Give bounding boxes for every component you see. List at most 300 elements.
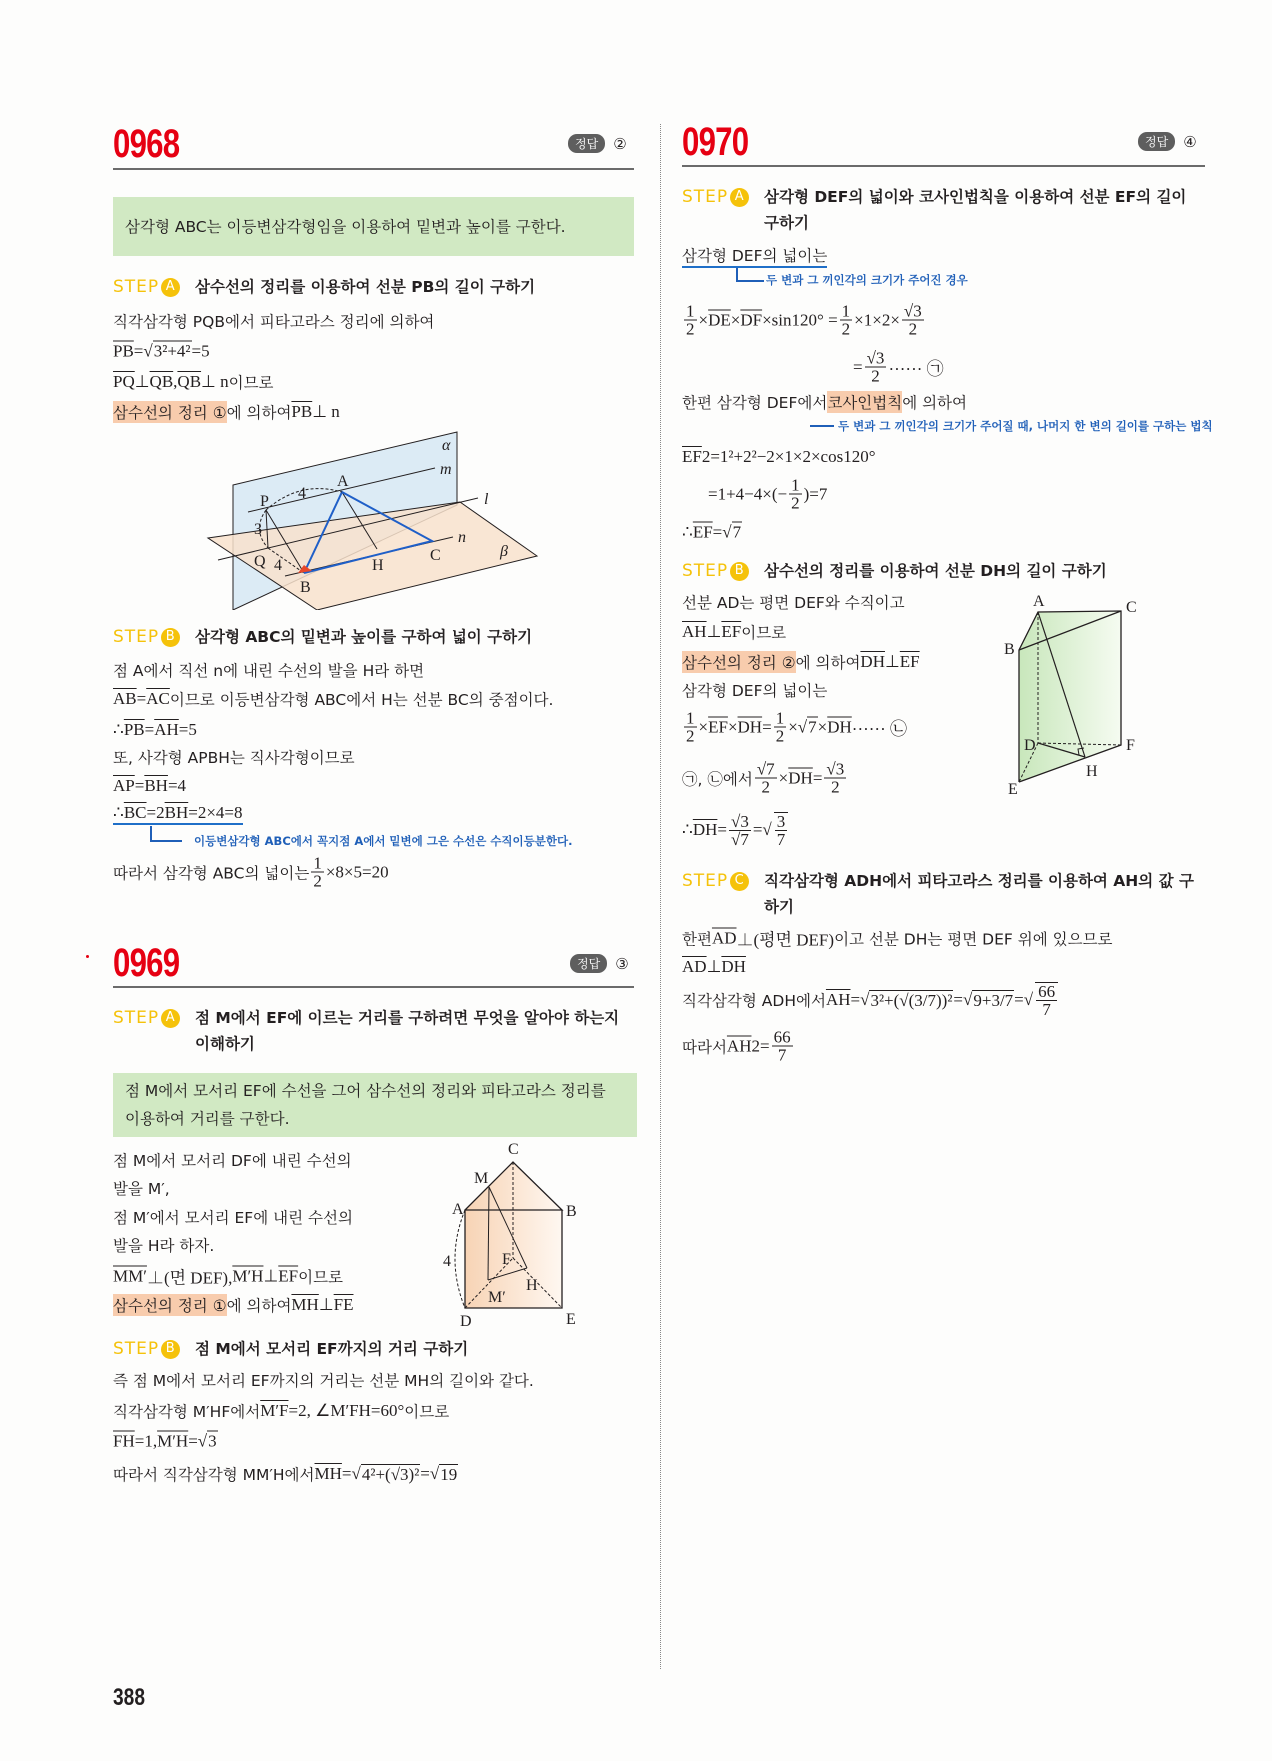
denominator: √7 [730, 829, 749, 849]
text-run: 에 의하여 [902, 394, 968, 412]
fraction [789, 477, 802, 512]
label-H: H [526, 1277, 538, 1294]
text-line [113, 341, 210, 362]
math-run: ×sin120° = [762, 310, 838, 329]
radicand: 4²+(√3)² [361, 1464, 420, 1484]
numerator: 1 [791, 475, 800, 495]
math-run: ∴ [682, 820, 693, 839]
radical-sign: √ [722, 522, 732, 541]
math-run: ⊥(평면 DEF) [736, 930, 835, 950]
segment-name: $\overline{AH}$ [825, 990, 851, 1009]
denominator: 2 [841, 319, 851, 339]
segment-name: $\overline{BH}$ [144, 776, 168, 795]
text-run: 점 M′에서 모서리 EF에 내린 수선의 [113, 1209, 353, 1227]
fraction [729, 813, 751, 848]
text-line [113, 720, 197, 740]
square-root [798, 717, 818, 738]
answer-value: ④ [1183, 132, 1197, 151]
label-F: F [1126, 737, 1135, 754]
math-run: ······ ㉠ [888, 359, 944, 379]
label-M: M [474, 1170, 489, 1187]
text-run: 삼각형 DEF의 넓이는 [682, 682, 828, 700]
math-run: = [136, 689, 147, 708]
arc-AD [455, 1210, 465, 1308]
segment-name: M′H [232, 1266, 264, 1285]
text-run: 발을 H라 하자. [113, 1237, 215, 1255]
text-line [113, 855, 389, 890]
label-length-QB: 4 [274, 557, 282, 574]
math-run: = [420, 1464, 430, 1483]
math-run: ⊥(면 DEF), [146, 1268, 233, 1288]
segment-name: $\overline{FH}$ [113, 1431, 135, 1450]
numerator: 3 [776, 812, 786, 831]
radicand: 19 [440, 1464, 458, 1484]
text-line [113, 803, 243, 825]
text-line [113, 371, 274, 393]
summary-box: 삼각형 ABC는 이등변삼각형임을 이용하여 밑변과 높이를 구한다. [113, 197, 634, 256]
label-E: E [1008, 781, 1018, 798]
label-D: D [1024, 737, 1036, 754]
step-word: STEP [113, 277, 160, 297]
segment-name: $\overline{AB}$ [113, 689, 137, 708]
math-run: × [817, 717, 828, 736]
text-run: 이므로 [298, 1268, 344, 1286]
step-word: STEP [682, 561, 729, 581]
math-run: =5 [178, 720, 197, 739]
text-line [113, 776, 186, 796]
step-title: 직각삼각형 ADH에서 피타고라스 정리를 이용하여 AH의 값 구하기 [764, 872, 1194, 916]
text-line [682, 812, 790, 848]
radical-sign: √ [762, 820, 772, 839]
text-run: 이므로 [228, 374, 274, 392]
step-letter: C [730, 872, 749, 891]
step-heading [113, 1336, 468, 1362]
step-word: STEP [113, 627, 160, 647]
text-run: 따라서 삼각형 ABC의 넓이는 [113, 864, 310, 882]
text-line [113, 1463, 458, 1485]
segment-name: $\overline{QB}$ [149, 372, 174, 391]
highlighted-term: 삼수선의 정리 ② [682, 651, 796, 673]
text-line [682, 391, 967, 413]
label-M-prime: M′ [488, 1289, 506, 1306]
math-run: )=7 [803, 484, 828, 503]
fraction [772, 1029, 793, 1064]
text-line [682, 982, 1060, 1018]
highlighted-term: 삼수선의 정리 ① [113, 1294, 227, 1316]
header-rule [113, 986, 634, 988]
problem-number: 0970 [682, 120, 749, 164]
math-run: ×8×5=20 [325, 862, 389, 881]
math-run: = [853, 357, 863, 376]
column-divider [660, 124, 661, 1669]
math-run: =1, [134, 1431, 158, 1450]
text-line [113, 1294, 353, 1316]
math-run: , [173, 372, 178, 391]
label-A: A [337, 473, 349, 490]
math-run: = [341, 1464, 352, 1483]
segment-name: $\overline{MH}$ [291, 1295, 319, 1314]
text-run: 직각삼각형 ADH에서 [682, 992, 826, 1010]
text-run: 따라서 직각삼각형 MM′H에서 [113, 1466, 315, 1484]
math-run: = [812, 768, 823, 787]
segment-name: $\overline{FE}$ [333, 1295, 354, 1314]
denominator: 2 [871, 366, 880, 386]
step-heading [682, 868, 1202, 920]
segment-name: $\overline{PB}$ [291, 402, 313, 421]
label-B: B [566, 1203, 577, 1220]
superscript: 2 [751, 1036, 760, 1055]
text-line [682, 710, 907, 745]
step-word: STEP [113, 1339, 160, 1359]
answer-value: ③ [615, 954, 629, 973]
segment-name: $\overline{EF}$ [682, 447, 702, 466]
fraction [311, 855, 324, 890]
text-run: 점 A에서 직선 n에 내린 수선의 발을 H라 하면 [113, 662, 425, 680]
math-run: × [727, 717, 738, 736]
text-run: 직각삼각형 PQB에서 피타고라스 정리에 의하여 [113, 313, 435, 331]
numerator: 1 [841, 301, 851, 321]
math-run: = [712, 522, 723, 541]
math-run: × [788, 717, 798, 736]
label-H: H [372, 557, 384, 574]
step-letter: B [730, 562, 749, 581]
numerator: 1 [313, 853, 322, 873]
math-run: ∴ [682, 522, 693, 541]
text-line [682, 522, 742, 543]
denominator: 7 [777, 1045, 787, 1065]
step-letter: B [161, 628, 180, 647]
math-run: = [762, 717, 772, 736]
radicand: 7 [808, 717, 817, 737]
numerator: 66 [1038, 982, 1056, 1001]
text-line [113, 310, 434, 332]
square-root-fraction [762, 812, 790, 848]
math-run: ⊥ [263, 1266, 279, 1285]
text-line [682, 926, 1113, 951]
denominator: 7 [776, 830, 786, 849]
math-run: ⊥ [134, 372, 150, 391]
math-run: = [133, 341, 144, 360]
segment-name: $\overline{EF}$ [899, 652, 920, 671]
radicand: 3 [208, 1431, 217, 1451]
math-run: = [134, 776, 145, 795]
radicand: 7 [732, 522, 742, 542]
step-heading [113, 1005, 634, 1057]
text-line [113, 1400, 449, 1422]
square-root [430, 1464, 458, 1485]
text-line [113, 1264, 343, 1289]
radical-sign: √ [860, 990, 870, 1009]
step-title: 삼수선의 정리를 이용하여 선분 PB의 길이 구하기 [195, 278, 536, 296]
fraction [902, 303, 924, 338]
denominator: 2 [908, 319, 918, 339]
text-run: 또, 사각형 APBH는 직사각형이므로 [113, 749, 355, 767]
label-Q: Q [254, 553, 266, 570]
text-run: 발을 M′, [113, 1180, 170, 1198]
label-l: l [484, 491, 489, 508]
label-A: A [1033, 593, 1045, 610]
math-run: ⊥ [706, 957, 722, 976]
denominator: 2 [791, 493, 800, 513]
label-length: 4 [443, 1253, 451, 1270]
text-line [682, 244, 827, 268]
math-run: = [759, 1036, 770, 1055]
note-text: 이등변삼각형 ABC에서 꼭지점 A에서 밑변에 그은 수선은 수직이등분한다. [194, 834, 573, 848]
denominator: 2 [831, 777, 840, 797]
segment-name: M′F [260, 1401, 289, 1420]
text-run: ㉠, ㉡에서 [682, 770, 753, 788]
math-run: =5 [191, 341, 210, 360]
label-E: E [566, 1311, 576, 1328]
answer-label: 정답 [570, 954, 607, 973]
square-root [860, 990, 953, 1011]
numerator: 1 [686, 301, 695, 321]
text-run: 이므로 이등변삼각형 ABC에서 H는 선분 BC의 중점이다. [169, 691, 554, 709]
segment-name: $\overline{PB}$ [123, 720, 145, 739]
page-number: 388 [113, 1684, 146, 1711]
segment-name: $\overline{AD}$ [682, 957, 707, 976]
answer-badge [570, 954, 629, 973]
radicand: 3²+4² [153, 341, 191, 361]
radical-sign: √ [429, 1464, 440, 1483]
text-run: 한편 삼각형 DEF에서 [682, 394, 828, 412]
segment-name: $\overline{EF}$ [721, 622, 742, 641]
text-run: 이고 선분 DH는 평면 DEF 위에 있으므로 [834, 930, 1113, 948]
label-n: n [458, 529, 466, 546]
fraction [684, 710, 697, 745]
denominator: 2 [775, 726, 785, 746]
segment-name: $\overline{AP}$ [113, 776, 135, 795]
text-line [682, 303, 926, 338]
highlighted-term: 삼수선의 정리 ① [113, 401, 227, 423]
text-line [682, 679, 827, 701]
text-run: 즉 점 M에서 모서리 EF까지의 거리는 선분 MH의 길이와 같다. [113, 1372, 534, 1390]
math-run: ∴ [113, 720, 124, 739]
text-line [113, 1234, 214, 1256]
text-line [682, 591, 905, 613]
numerator: √3 [730, 811, 749, 831]
fraction [1035, 982, 1058, 1018]
problem-number: 0969 [113, 941, 180, 985]
step-title: 점 M에서 EF에 이르는 거리를 구하려면 무엇을 알아야 하는지 이해하기 [195, 1009, 620, 1053]
square-root [143, 341, 191, 362]
answer-value: ② [613, 134, 627, 153]
text-line [113, 688, 553, 710]
segment-name: $\overline{DH}$ [788, 768, 813, 787]
math-run: ⊥ [318, 1295, 334, 1314]
math-run: × [730, 310, 741, 329]
label-A: A [452, 1201, 464, 1218]
segment-name: $\overline{DH}$ [827, 717, 852, 736]
text-line [682, 621, 786, 643]
text-line [113, 659, 424, 681]
note-text: 두 변과 그 끼인각의 크기가 주어진 경우 [766, 273, 968, 287]
answer-badge [1138, 132, 1197, 151]
denominator: 2 [686, 319, 695, 339]
note-arrow [810, 425, 834, 427]
segment-name: $\overline{PB}$ [113, 341, 134, 360]
fraction [684, 303, 697, 338]
segment-name: $\overline{QB}$ [177, 372, 202, 391]
label-P: P [260, 493, 269, 510]
planes-diagram [200, 430, 560, 610]
radical-sign: √ [797, 717, 808, 736]
superscript: 2 [701, 447, 711, 466]
text-line [113, 1206, 353, 1228]
step-heading [682, 558, 1107, 584]
step-letter: B [161, 1340, 180, 1359]
label-B: B [1004, 641, 1015, 658]
step-title: 삼각형 DEF의 넓이와 코사인법칙을 이용하여 선분 EF의 길이 구하기 [764, 188, 1187, 232]
text-line [682, 957, 746, 977]
segment-name: $\overline{DH}$ [737, 717, 763, 736]
math-run: × [778, 768, 789, 787]
text-line [113, 1369, 534, 1391]
text-line [113, 746, 355, 768]
radical-sign: √ [1023, 990, 1034, 1009]
square-root [963, 990, 1014, 1011]
highlighted-term: 코사인법칙 [827, 391, 902, 413]
radical-sign: √ [963, 990, 973, 1009]
step-word: STEP [113, 1008, 160, 1028]
step-heading [113, 274, 535, 300]
denominator: 2 [313, 871, 322, 891]
label-m: m [440, 461, 452, 478]
segment-name: M′H [157, 1431, 189, 1450]
math-run: = [188, 1431, 198, 1450]
radical-sign: √ [143, 341, 153, 360]
segment-name: $\overline{DH}$ [692, 820, 718, 839]
segment-name: MM′ [113, 1266, 147, 1285]
radical-sign: √ [197, 1431, 208, 1450]
step-letter: A [730, 188, 749, 207]
segment-name: $\overline{AD}$ [711, 928, 737, 947]
math-run: =4 [167, 776, 187, 795]
step-letter: A [161, 278, 180, 297]
label-F: F [502, 1251, 511, 1268]
segment-name: $\overline{EF}$ [692, 522, 713, 541]
prism-diagram-2 [1000, 590, 1200, 802]
label-length-PA: 4 [298, 485, 306, 502]
numerator: 1 [775, 708, 785, 728]
math-run: ······ ㉡ [851, 719, 907, 739]
text-run: 에 의하여 [226, 404, 292, 422]
mark-dot [86, 955, 89, 958]
segment-name: $\overline{EF}$ [278, 1266, 299, 1285]
summary-box: 점 M에서 모서리 EF에 수선을 그어 삼수선의 정리와 피타고라스 정리를 이용하여 거리를 구한다. [113, 1073, 637, 1137]
answer-label: 정답 [1138, 132, 1175, 151]
answer-label: 정답 [568, 134, 605, 153]
square-root [352, 1464, 421, 1485]
prism-face [1019, 611, 1121, 782]
segment-name: $\overline{DH}$ [860, 652, 885, 671]
math-run: × [698, 310, 709, 329]
math-run: = [1014, 990, 1024, 1009]
prism-diagram [440, 1140, 630, 1335]
fraction [755, 761, 777, 796]
underlined-text: 삼각형 DEF의 넓이는 [682, 244, 827, 268]
math-run: =2 [146, 803, 165, 822]
radical-sign: √ [351, 1464, 361, 1483]
text-line [113, 1177, 170, 1199]
label-C: C [430, 547, 441, 564]
answer-badge [568, 134, 627, 153]
segment-name: $\overline{AH}$ [682, 622, 707, 641]
label-C: C [1126, 599, 1137, 616]
step-heading [113, 624, 532, 650]
math-run: = [717, 820, 727, 839]
radicand: 3²+(√(3/7))² [870, 990, 953, 1010]
text-run: 점 M에서 모서리 DF에 내린 수선의 [113, 1152, 352, 1170]
label-D: D [460, 1313, 472, 1330]
segment-name: $\overline{EF}$ [708, 717, 728, 736]
math-run: = [953, 990, 964, 1009]
square-root [198, 1431, 218, 1452]
math-run: =1+4−4×(− [708, 484, 788, 503]
segment-name: $\overline{DH}$ [721, 957, 746, 976]
denominator: 2 [686, 726, 695, 746]
step-title: 삼각형 ABC의 밑변과 높이를 구하여 넓이 구하기 [195, 628, 533, 646]
text-line [113, 1149, 352, 1171]
text-run: 따라서 [682, 1038, 727, 1056]
radicand: 9+3/7 [973, 990, 1014, 1010]
fraction [774, 710, 787, 745]
segment-name: $\overline{MH}$ [314, 1464, 342, 1483]
math-run: ×1×2× [854, 310, 900, 329]
text-run: 이므로 [404, 1403, 450, 1421]
segment-name: $\overline{BH}$ [164, 803, 189, 822]
numerator: 1 [686, 708, 695, 728]
step-word: STEP [682, 187, 729, 207]
note-arrow [150, 826, 182, 842]
numerator: √3 [826, 759, 845, 779]
text-line [708, 477, 827, 512]
step-heading [682, 184, 1205, 236]
segment-name: $\overline{AC}$ [146, 689, 170, 708]
text-line [682, 1029, 795, 1064]
text-line [113, 1431, 218, 1452]
label-H: H [1086, 763, 1098, 780]
text-run: 에 의하여 [795, 654, 861, 672]
square-root-fraction [1024, 982, 1060, 1018]
math-run: =2×4=8 [188, 803, 243, 822]
text-run: 한편 [682, 930, 712, 948]
math-run: ⊥ n [312, 402, 340, 421]
math-run: = [752, 820, 763, 839]
segment-name: $\overline{DE}$ [708, 310, 731, 329]
text-run: 선분 AD는 평면 DEF와 수직이고 [682, 594, 905, 612]
fraction [865, 350, 887, 385]
step-title: 삼수선의 정리를 이용하여 선분 DH의 길이 구하기 [764, 562, 1107, 580]
denominator: 2 [761, 777, 770, 797]
segment-name: $\overline{PQ}$ [113, 372, 135, 391]
segment-name: $\overline{DF}$ [740, 310, 763, 329]
text-line [853, 350, 944, 385]
segment-name: $\overline{BC}$ [123, 803, 147, 822]
label-C: C [508, 1141, 519, 1158]
step-title: 점 M에서 모서리 EF까지의 거리 구하기 [195, 1340, 469, 1358]
math-run: ⊥ n [201, 372, 229, 391]
segment-name: $\overline{AH}$ [726, 1036, 752, 1055]
text-line [682, 447, 876, 467]
text-run: 직각삼각형 M′HF에서 [113, 1403, 261, 1421]
label-alpha: α [442, 437, 451, 454]
header-rule [682, 165, 1205, 167]
note-arrow [736, 268, 764, 282]
math-run: ⊥ [706, 622, 722, 641]
note-text: 두 변과 그 끼인각의 크기가 주어질 때, 나머지 한 변의 길이를 구하는 법칙 [838, 419, 1213, 433]
numerator: √3 [866, 348, 885, 368]
